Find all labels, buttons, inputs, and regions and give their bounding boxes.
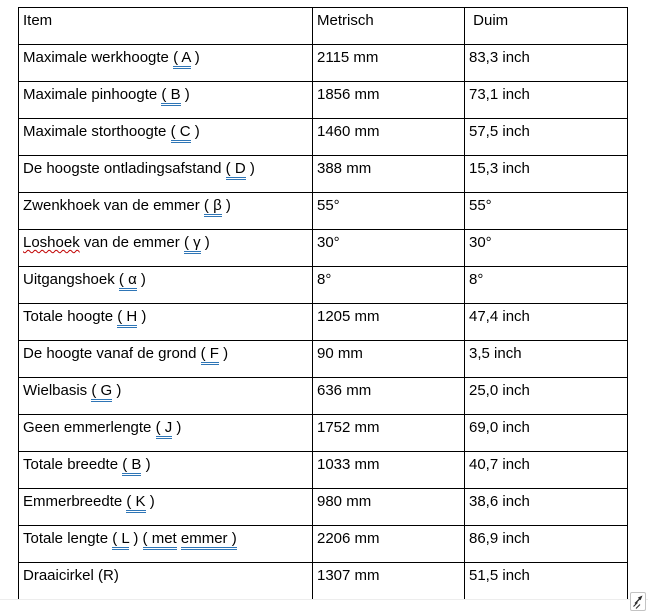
table-row: [19, 45, 628, 82]
imperial-cell[interactable]: 3,5 inch: [465, 341, 628, 378]
grammar-underlined-text: emmer ): [181, 530, 237, 550]
table-row: [19, 526, 628, 563]
grammar-underlined-text: ( C: [171, 123, 191, 143]
item-cell[interactable]: [19, 304, 313, 341]
grammar-underlined-text: ( A: [173, 49, 191, 69]
spellcheck-underlined-text: Loshoek: [23, 234, 80, 251]
grammar-underlined-text: ( L: [112, 530, 129, 550]
grammar-underlined-text: ( γ: [184, 234, 201, 254]
item-cell[interactable]: [19, 45, 313, 82]
label-text: De hoogste ontladingsafstand: [23, 160, 226, 177]
label-text: Maximale storthoogte: [23, 123, 171, 140]
label-text: Totale breedte: [23, 456, 123, 473]
metric-cell[interactable]: 30°: [313, 230, 465, 267]
imperial-cell[interactable]: 8°: [465, 267, 628, 304]
label-text: Draaicirkel (R): [23, 567, 119, 584]
label-text: ): [137, 308, 147, 325]
item-cell[interactable]: [19, 526, 313, 563]
label-text: ): [112, 382, 122, 399]
label-text: Wielbasis: [23, 382, 92, 399]
specs-table: [18, 7, 628, 600]
grammar-underlined-text: ( D: [226, 160, 246, 180]
table-row: [19, 563, 628, 600]
table-resize-handle-icon[interactable]: [630, 592, 646, 611]
metric-cell[interactable]: 1460 mm: [313, 119, 465, 156]
label-text: ): [145, 493, 155, 510]
metric-cell[interactable]: 90 mm: [313, 341, 465, 378]
item-cell[interactable]: [19, 415, 313, 452]
item-cell[interactable]: [19, 267, 313, 304]
label-text: Emmerbreedte: [23, 493, 127, 510]
metric-cell[interactable]: 1856 mm: [313, 82, 465, 119]
specs-table-body: [19, 45, 628, 600]
label-text: ): [190, 123, 200, 140]
item-cell[interactable]: [19, 119, 313, 156]
label-text: ): [218, 345, 229, 362]
table-row: [19, 119, 628, 156]
label-text: ): [141, 456, 151, 473]
item-cell[interactable]: [19, 230, 313, 267]
table-row: [19, 156, 628, 193]
label-text: ): [172, 419, 182, 436]
grammar-underlined-text: ( β: [204, 197, 222, 217]
page-edge-line: [0, 599, 648, 600]
table-row: [19, 452, 628, 489]
item-cell[interactable]: [19, 193, 313, 230]
grammar-underlined-text: ( B: [161, 86, 180, 106]
table-row: [19, 378, 628, 415]
grammar-underlined-text: ( K: [126, 493, 145, 513]
label-text: ): [136, 271, 146, 288]
imperial-cell[interactable]: 38,6 inch: [465, 489, 628, 526]
table-row: [19, 341, 628, 378]
label-text: De hoogte vanaf de grond: [23, 345, 201, 362]
item-cell[interactable]: [19, 452, 313, 489]
table-row: [19, 193, 628, 230]
grammar-underlined-text: ( F: [201, 345, 219, 365]
label-text: Uitgangshoek: [23, 271, 119, 288]
column-header-item[interactable]: Item: [19, 8, 313, 45]
table-row: [19, 267, 628, 304]
label-text: Maximale pinhoogte: [23, 86, 162, 103]
imperial-cell[interactable]: 47,4 inch: [465, 304, 628, 341]
label-text: ): [129, 530, 143, 547]
imperial-cell[interactable]: 51,5 inch: [465, 563, 628, 600]
metric-cell[interactable]: 2206 mm: [313, 526, 465, 563]
label-text: ): [245, 160, 255, 177]
imperial-cell[interactable]: 25,0 inch: [465, 378, 628, 415]
item-cell[interactable]: [19, 156, 313, 193]
grammar-underlined-text: ( α: [119, 271, 137, 291]
item-cell[interactable]: [19, 489, 313, 526]
imperial-cell[interactable]: 83,3 inch: [465, 45, 628, 82]
metric-cell[interactable]: 2115 mm: [313, 45, 465, 82]
metric-cell[interactable]: 55°: [313, 193, 465, 230]
metric-cell[interactable]: 1752 mm: [313, 415, 465, 452]
grammar-underlined-text: ( met: [143, 530, 177, 550]
imperial-cell[interactable]: 86,9 inch: [465, 526, 628, 563]
grammar-underlined-text: ( J: [156, 419, 173, 439]
metric-cell[interactable]: 980 mm: [313, 489, 465, 526]
table-row: [19, 230, 628, 267]
label-text: Totale hoogte: [23, 308, 118, 325]
label-text: ): [190, 49, 200, 66]
label-text: ): [180, 86, 190, 103]
imperial-cell[interactable]: 69,0 inch: [465, 415, 628, 452]
column-header-metric[interactable]: Metrisch: [313, 8, 465, 45]
table-row: [19, 82, 628, 119]
item-cell[interactable]: [19, 341, 313, 378]
header-row: [19, 8, 628, 45]
label-text: Zwenkhoek van de emmer: [23, 197, 204, 214]
item-cell[interactable]: [19, 563, 313, 600]
metric-cell[interactable]: 636 mm: [313, 378, 465, 415]
metric-cell[interactable]: 1307 mm: [313, 563, 465, 600]
label-text: Totale lengte: [23, 530, 113, 547]
imperial-cell[interactable]: 40,7 inch: [465, 452, 628, 489]
table-row: [19, 489, 628, 526]
grammar-underlined-text: ( H: [117, 308, 137, 328]
metric-cell[interactable]: 1205 mm: [313, 304, 465, 341]
label-text: ): [200, 234, 210, 251]
metric-cell[interactable]: 388 mm: [313, 156, 465, 193]
item-cell[interactable]: [19, 378, 313, 415]
label-text: Maximale werkhoogte: [23, 49, 174, 66]
imperial-cell[interactable]: 30°: [465, 230, 628, 267]
label-text: ): [221, 197, 231, 214]
imperial-cell[interactable]: 15,3 inch: [465, 156, 628, 193]
metric-cell[interactable]: 8°: [313, 267, 465, 304]
metric-cell[interactable]: 1033 mm: [313, 452, 465, 489]
imperial-cell[interactable]: 57,5 inch: [465, 119, 628, 156]
label-text: Geen emmerlengte: [23, 419, 156, 436]
table-row: [19, 304, 628, 341]
imperial-cell[interactable]: 73,1 inch: [465, 82, 628, 119]
table-row: [19, 415, 628, 452]
label-text: van de emmer: [79, 234, 184, 251]
imperial-cell[interactable]: 55°: [465, 193, 628, 230]
grammar-underlined-text: ( G: [91, 382, 112, 402]
item-cell[interactable]: [19, 82, 313, 119]
grammar-underlined-text: ( B: [122, 456, 141, 476]
column-header-inch[interactable]: Duim: [465, 8, 628, 45]
